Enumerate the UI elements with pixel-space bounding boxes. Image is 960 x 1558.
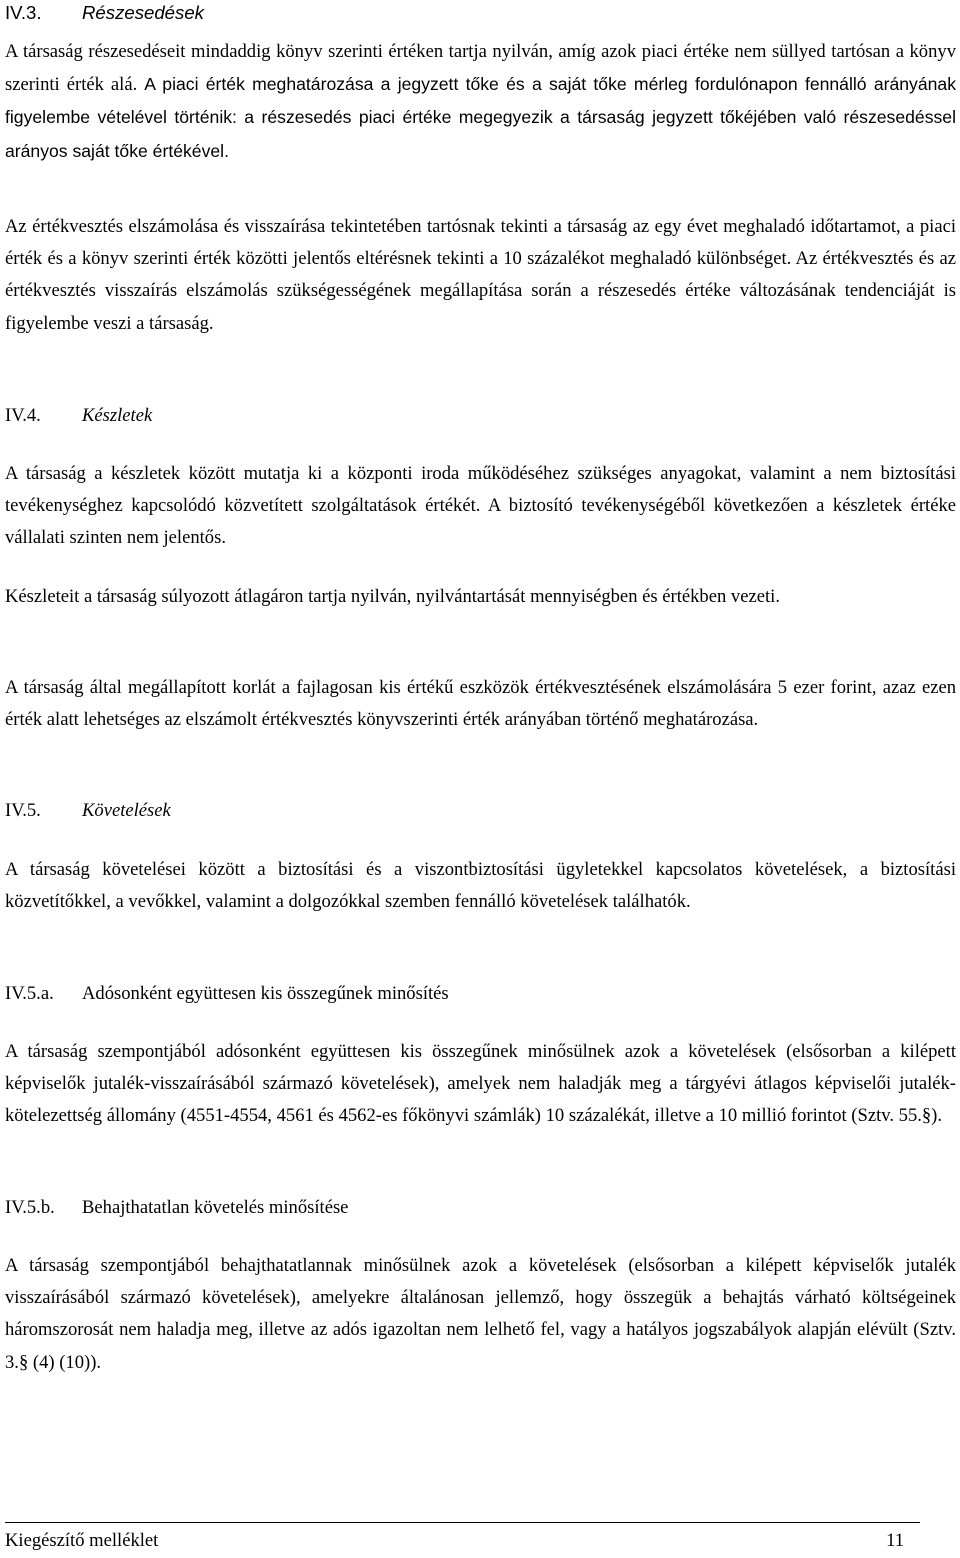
- section-number: IV.4.: [5, 405, 41, 426]
- section-number: IV.5.b.: [5, 1197, 55, 1218]
- section-heading-iv4: [5, 404, 152, 428]
- paragraph-keszletek-2: Készleteit a társaság súlyozott átlagáron tartja nyilván, nyilvántartását mennyiségben és értékben vezeti.: [5, 586, 780, 607]
- section-number: IV.5.: [5, 800, 41, 821]
- section-number: IV.5.a.: [5, 983, 54, 1004]
- section-title: Követelések: [82, 800, 171, 821]
- paragraph-reszesedesek-1: [5, 36, 956, 168]
- paragraph-text: A piaci érték meghatározása a jegyzett tőke és a saját tőke mérleg fordulónapon fennálló arányának figyelembe vételével történik: a részesedés piaci értéke megegyezik a társaság jegyzett tőkéjében való részesedéssel arányos saját tőke értékével.: [5, 74, 956, 161]
- section-number: IV.3.: [5, 2, 42, 23]
- paragraph-kovetelesek-1: A társaság követelései között a biztosítási és a viszontbiztosítási ügyletekkel kapcsolatos követelések, a biztosítási közvetítőkkel, a vevőkkel, valamint a dolgozókkal szemben fennálló követelések találhatók.: [5, 859, 956, 913]
- section-title: Behajthatatlan követelés minősítése: [82, 1197, 349, 1218]
- section-title: Részesedések: [82, 2, 204, 23]
- paragraph-keszletek-3: A társaság által megállapított korlát a fajlagosan kis értékű eszközök értékvesztésének elszámolására 5 ezer forint, azaz ezen érték alatt lehetséges az elszámolt értékvesztés könyvszerinti érték arányában történő meghatározása.: [5, 677, 956, 731]
- footer-label: Kiegészítő melléklet: [5, 1530, 159, 1551]
- paragraph-reszesedesek-2: Az értékvesztés elszámolása és visszaírása tekintetében tartósnak tekinti a társaság az egy évet meghaladó időtartamot, a piaci érték és a könyv szerinti érték közötti jelentős eltérésnek tekinti a 10 százalékot meghaladó különbséget. Az értékvesztés és az értékvesztés visszaírás elszámolás szükségességének megállapítása során a részesedés értéke változásának tendenciáját is figyelembe veszi a társaság.: [5, 216, 956, 334]
- section-heading-iv5b: [5, 1196, 348, 1220]
- page-number: 11: [886, 1530, 904, 1551]
- page-footer: [5, 1522, 920, 1553]
- section-heading-iv5: [5, 799, 171, 823]
- section-heading-iv5a: [5, 982, 449, 1006]
- paragraph-kis-osszegu-1: A társaság szempontjából adósonként együttesen kis összegűnek minősülnek azok a követelések (elsősorban a kilépett képviselők jutalék-visszaírásából származó követelések), amelyek nem haladják meg a tárgyévi átlagos képviselői jutalék-kötelezettség állomány (4551-4554, 4561 és 4562-es főkönyvi számlák) 10 százalékát, illetve a 10 millió forintot (Sztv. 55.§).: [5, 1041, 956, 1127]
- paragraph-behajthatatlan-1: A társaság szempontjából behajthatatlannak minősülnek azok a követelések (elsősorban a kilépett képviselők jutalék visszaírásából származó követelések), amelyekre általánosan jellemző, hogy összegük a behajtás várható költségeinek háromszorosát nem haladja meg, illetve az adós igazoltan nem lelhető fel, vagy a hatályos jogszabályok alapján elévült (Sztv. 3.§ (4) (10)).: [5, 1255, 956, 1373]
- section-title: Készletek: [82, 405, 153, 426]
- paragraph-text: A társaság részesedéseit mindaddig könyv szerinti értéken tartja nyilván, amíg azok piaci értéke nem süllyed tartósan a könyv szerinti érték alá.: [5, 41, 956, 96]
- section-heading-iv3: [5, 1, 204, 25]
- section-title: Adósonként együttesen kis összegűnek minősítés: [82, 983, 449, 1004]
- paragraph-keszletek-1: A társaság a készletek között mutatja ki a központi iroda működéséhez szükséges anyagokat, valamint a nem biztosítási tevékenységhez kapcsolódó közvetített szolgáltatások értékét. A biztosító tevékenységéből következően a készletek értéke vállalati szinten nem jelentős.: [5, 463, 956, 549]
